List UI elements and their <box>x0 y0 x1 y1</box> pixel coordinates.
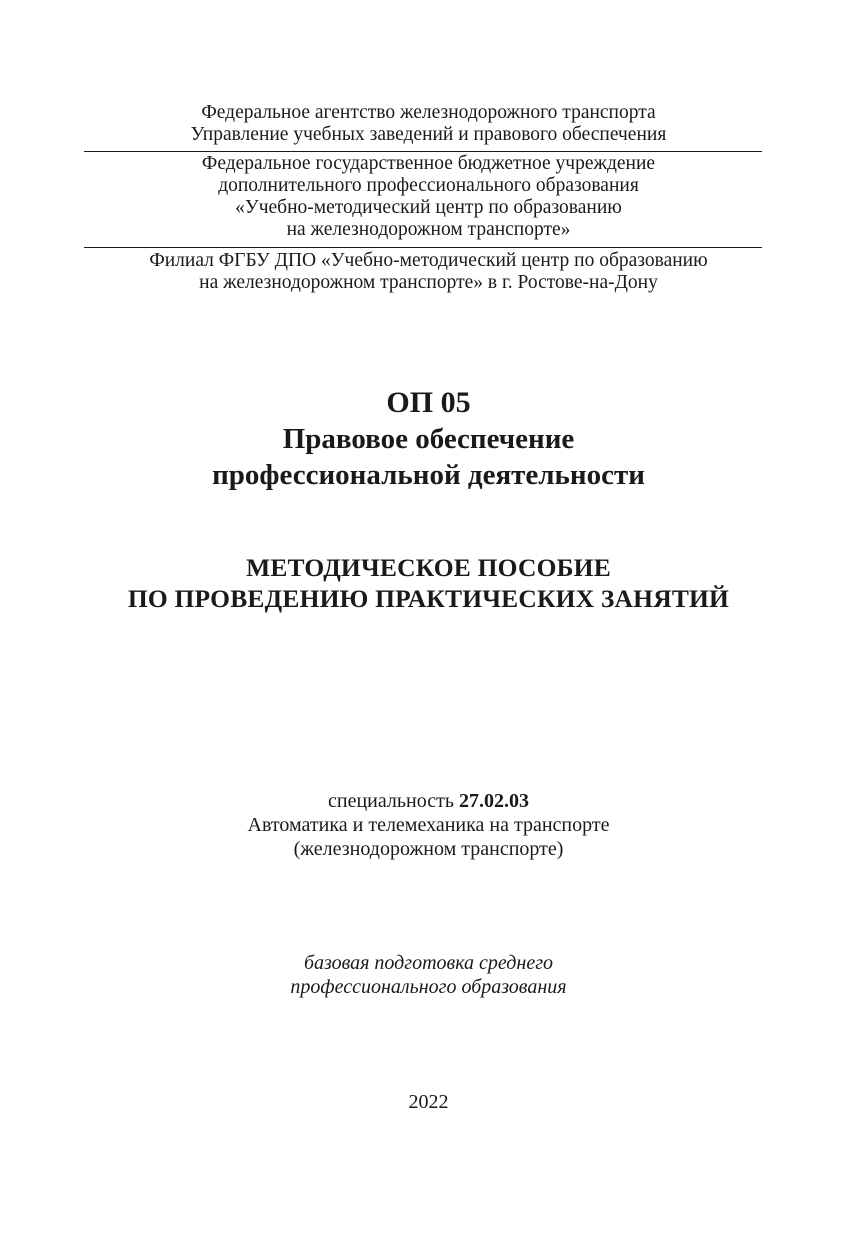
institution-line: «Учебно-методический центр по образованию <box>235 197 622 218</box>
document-type <box>0 552 857 614</box>
header-divider-bottom <box>84 247 762 248</box>
specialty-name-line: Автоматика и телемеханика на транспорте <box>247 814 610 836</box>
specialty-code: 27.02.03 <box>458 790 529 812</box>
subject-title-line: Правовое обеспечение <box>282 423 575 455</box>
specialty-block <box>0 789 857 861</box>
header-divider-top <box>84 151 762 152</box>
institution-line: на железнодорожном транспорте» <box>286 219 571 240</box>
institution-line: Федеральное государственное бюджетное учреждение <box>201 153 656 174</box>
subject-code: ОП 05 <box>386 386 471 419</box>
agency-header <box>0 102 857 146</box>
subject-title <box>0 385 857 493</box>
institution-header <box>0 153 857 241</box>
specialty-line <box>0 789 857 813</box>
specialty-label: специальность <box>328 790 459 812</box>
agency-line: Федеральное агентство железнодорожного транспорта <box>201 102 656 123</box>
publication-year: 2022 <box>408 1091 449 1113</box>
document-type-line: МЕТОДИЧЕСКОЕ ПОСОБИЕ <box>246 553 611 582</box>
document-type-line: ПО ПРОВЕДЕНИЮ ПРАКТИЧЕСКИХ ЗАНЯТИЙ <box>127 584 730 613</box>
education-level-line: профессионального образования <box>290 976 567 998</box>
branch-line: Филиал ФГБУ ДПО «Учебно-методический центр по образованию <box>149 250 708 271</box>
education-level <box>0 951 857 999</box>
agency-department-line: Управление учебных заведений и правового обеспечения <box>190 124 667 145</box>
branch-line: на железнодорожном транспорте» в г. Ростове-на-Дону <box>199 272 658 293</box>
subject-title-line: профессиональной деятельности <box>212 459 645 491</box>
education-level-line: базовая подготовка среднего <box>303 952 554 974</box>
institution-line: дополнительного профессионального образования <box>218 175 639 196</box>
branch-header <box>0 250 857 294</box>
specialty-name-line: (железнодорожном транспорте) <box>293 838 564 860</box>
